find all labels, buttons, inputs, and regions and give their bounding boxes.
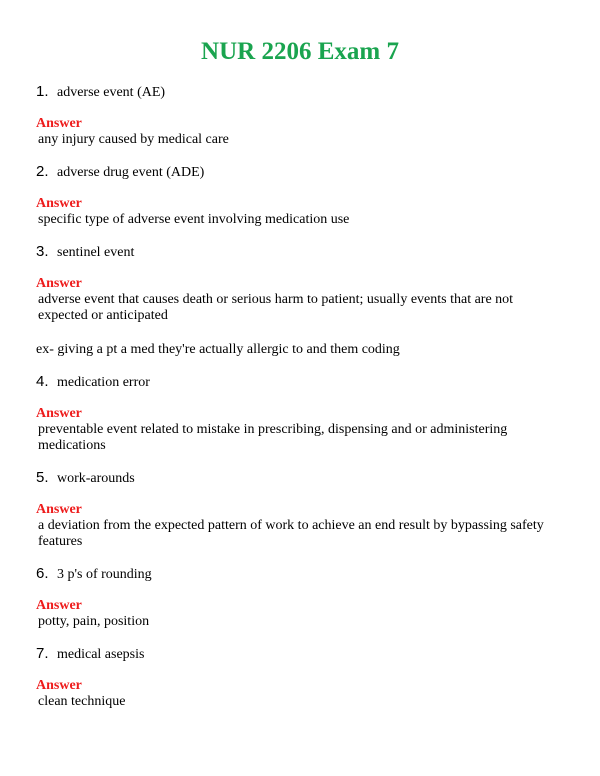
question-text: sentinel event: [57, 245, 135, 260]
question-row: [36, 373, 564, 395]
answer-text: a deviation from the expected pattern of work to achieve an end result by bypassing safety features: [38, 518, 544, 549]
qa-item-6: [36, 565, 564, 630]
document-title: NUR 2206 Exam 7: [201, 38, 399, 65]
qa-item-3: [36, 243, 564, 358]
answer-text: specific type of adverse event involving medication use: [38, 212, 350, 227]
question-number: 4.: [36, 373, 49, 390]
question-row: [36, 83, 564, 105]
answer-label: Answer: [36, 116, 82, 131]
answer-example: ex- giving a pt a med they're actually allergic to and them coding: [36, 342, 400, 357]
question-row: [36, 469, 564, 491]
question-number: 5.: [36, 469, 49, 486]
answer-label: Answer: [36, 196, 82, 211]
question-number: 3.: [36, 243, 49, 260]
answer-text: preventable event related to mistake in prescribing, dispensing and or administering medications: [38, 422, 508, 453]
question-text: medical asepsis: [57, 647, 145, 662]
answer-label: Answer: [36, 406, 82, 421]
question-text: 3 p's of rounding: [57, 567, 152, 582]
question-row: [36, 645, 564, 667]
qa-item-2: [36, 163, 564, 228]
answer-text: potty, pain, position: [38, 614, 150, 629]
question-row: [36, 163, 564, 185]
question-text: work-arounds: [57, 471, 135, 486]
question-row: [36, 565, 564, 587]
answer-label: Answer: [36, 276, 82, 291]
question-number: 7.: [36, 645, 49, 662]
question-row: [36, 243, 564, 265]
answer-label: Answer: [36, 678, 82, 693]
answer-label: Answer: [36, 502, 82, 517]
qa-item-7: [36, 645, 564, 710]
question-text: medication error: [57, 375, 150, 390]
qa-item-1: [36, 83, 564, 148]
answer-text: clean technique: [38, 694, 126, 709]
answer-text: any injury caused by medical care: [38, 132, 229, 147]
question-number: 2.: [36, 163, 49, 180]
qa-item-5: [36, 469, 564, 550]
question-number: 1.: [36, 83, 49, 100]
answer-label: Answer: [36, 598, 82, 613]
question-text: adverse drug event (ADE): [57, 165, 205, 180]
question-number: 6.: [36, 565, 49, 582]
question-text: adverse event (AE): [57, 85, 166, 100]
qa-item-4: [36, 373, 564, 454]
answer-text: adverse event that causes death or serious harm to patient; usually events that are not expected or anticipated: [38, 292, 514, 323]
